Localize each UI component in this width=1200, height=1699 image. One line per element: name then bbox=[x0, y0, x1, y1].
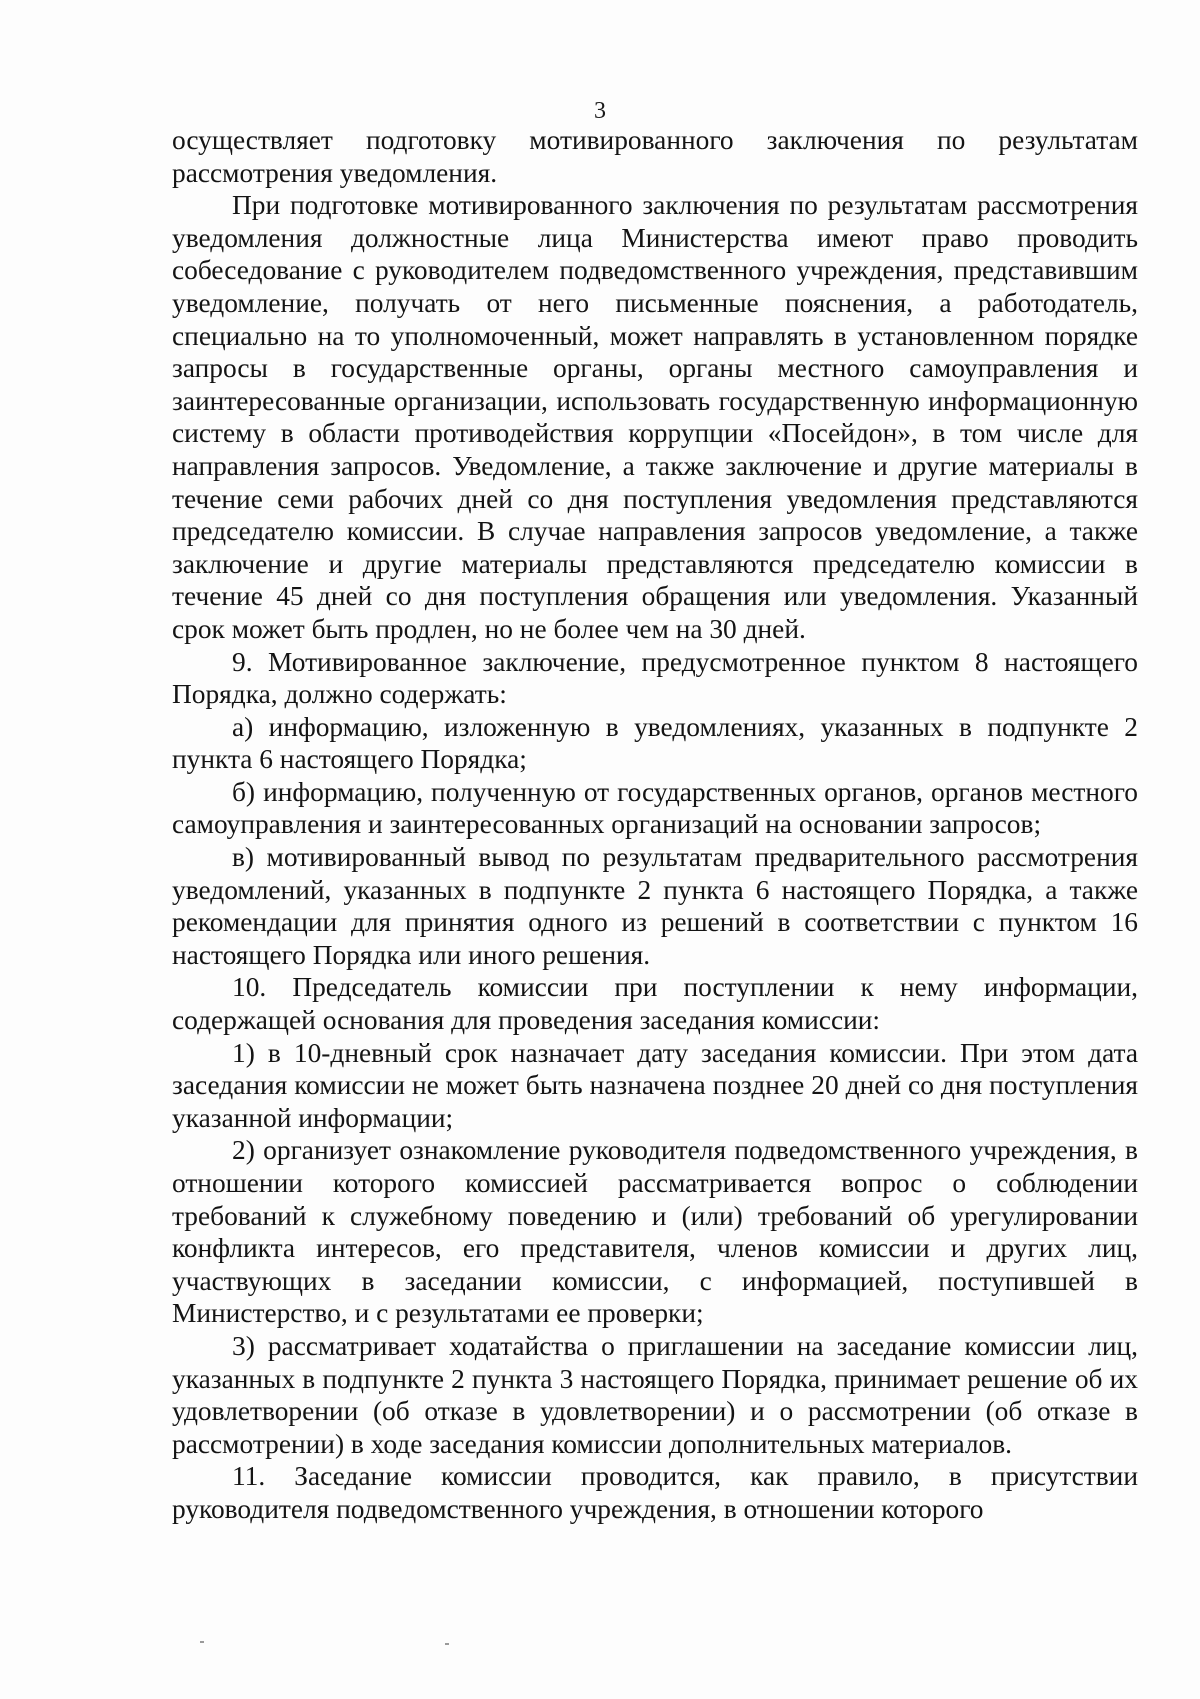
paragraph-item-10-1: 1) в 10-дневный срок назначает дату заседания комиссии. При этом дата заседания комиссии не может быть назначена позднее 20 дней со дня поступления указанной информации; bbox=[172, 1037, 1138, 1133]
paragraph-item-9b: б) информацию, полученную от государственных органов, органов местного самоуправления и заинтересованных организаций на основании запросов; bbox=[172, 776, 1138, 840]
paragraph-item-9: 9. Мотивированное заключение, предусмотренное пунктом 8 настоящего Порядка, должно содержать: bbox=[172, 646, 1138, 710]
document-body bbox=[172, 124, 1138, 1526]
paragraph-item-9a: а) информацию, изложенную в уведомлениях, указанных в подпункте 2 пункта 6 настоящего Порядка; bbox=[172, 711, 1138, 775]
paragraph-item-9c: в) мотивированный вывод по результатам предварительного рассмотрения уведомлений, указанных в подпункте 2 пункта 6 настоящего Порядка, а также рекомендации для принятия одного из решений в соответствии с пунктом 16 настоящего Порядка или иного решения. bbox=[172, 842, 1138, 970]
scan-speckles bbox=[200, 1641, 500, 1647]
paragraph-item-10-3: 3) рассматривает ходатайства о приглашении на заседание комиссии лиц, указанных в подпункте 2 пункта 3 настоящего Порядка, принимает решение об их удовлетворении (об отказе в удовлетворении) и о рассмотрении (об отказе в рассмотрении) в ходе заседания комиссии дополнительных материалов. bbox=[172, 1330, 1138, 1459]
paragraph-item-10: 10. Председатель комиссии при поступлении к нему информации, содержащей основания для проведения заседания комиссии: bbox=[172, 972, 1138, 1036]
paragraph-item-10-2: 2) организует ознакомление руководителя подведомственного учреждения, в отношении которого комиссией рассматривается вопрос о соблюдении требований к служебному поведению и (или) требований об урегулировании конфликта интересов, его представителя, членов комиссии и других лиц, участвующих в заседании комиссии, с информацией, поступившей в Министерство, и с результатами ее проверки; bbox=[172, 1135, 1138, 1329]
paragraph-item-11: 11. Заседание комиссии проводится, как правило, в присутствии руководителя подведомственного учреждения, в отношении которого bbox=[172, 1461, 1138, 1524]
paragraph-continuation: осуществляет подготовку мотивированного заключения по результатам рассмотрения уведомления. bbox=[172, 125, 1138, 188]
page-number: 3 bbox=[594, 98, 606, 124]
paragraph-preparation: При подготовке мотивированного заключения по результатам рассмотрения уведомления должностные лица Министерства имеют право проводить собеседование с руководителем подведомственного учреждения, представившим уведомление, получать от него письменные пояснения, а работодатель, специально на то уполномоченный, может направлять в установленном порядке запросы в государственные органы, органы местного самоуправления и заинтересованные организации, использовать государственную информационную систему в области противодействия коррупции «Посейдон», в том числе для направления запросов. Уведомление, а также заключение и другие материалы в течение семи рабочих дней со дня поступления уведомления представляются председателю комиссии. В случае направления запросов уведомление, а также заключение и другие материалы представляются председателю комиссии в течение 45 дней со дня поступления обращения или уведомления. Указанный срок может быть продлен, но не более чем на 30 дней. bbox=[172, 190, 1138, 644]
